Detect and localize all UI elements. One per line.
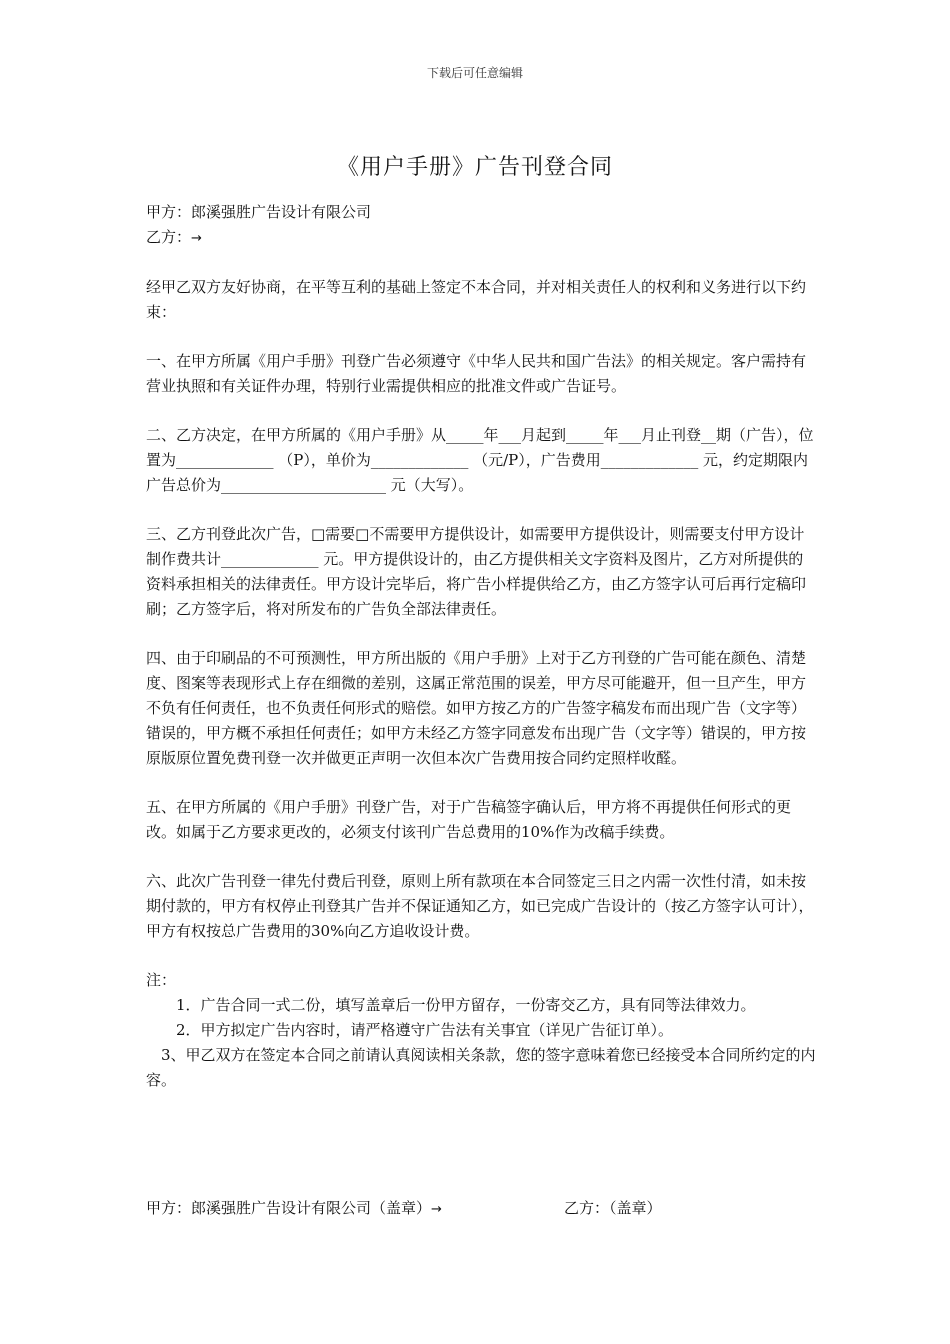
party-a-signature — [146, 1199, 442, 1217]
clause-1: 一、在甲方所属《用户手册》刊登广告必须遵守《中华人民共和国广告法》的相关规定。客户需持有营业执照和有关证件办理，特别行业需提供相应的批准文件或广告证号。 — [146, 352, 807, 395]
note-item-1: 1．广告合同一式二份，填写盖章后一份甲方留存，一份寄交乙方，具有同等法律效力。 — [176, 996, 756, 1014]
party-a-signature-label: 甲方：郎溪强胜广告设计有限公司（盖章） — [146, 1199, 432, 1217]
party-b-label: 乙方： — [146, 228, 192, 246]
intro-paragraph: 经甲乙双方友好协商，在平等互利的基础上签定不本合同，并对相关责任人的权利和义务进行以下约束： — [146, 278, 807, 321]
clause-6: 六、此次广告刊登一律先付费后刊登，原则上所有款项在本合同签定三日之内需一次性付清，如未按期付款的，甲方有权停止刊登其广告并不保证通知乙方，如已完成广告设计的（按乙方签字认可计），甲方有权按总广告费用的30%向乙方追收设计费。 — [146, 872, 814, 940]
note-item-3: 3、甲乙双方在签定本合同之前请认真阅读相关条款，您的签字意味着您已经接受本合同所约定的内容。 — [146, 1046, 816, 1089]
party-a-line: 甲方：郎溪强胜广告设计有限公司 — [146, 203, 372, 221]
clause-4: 四、由于印刷品的不可预测性，甲方所出版的《用户手册》上对于乙方刊登的广告可能在颜色、清楚度、图案等表现形式上存在细微的差别，这属正常范围的误差，甲方尽可能避开，但一旦产生，甲方不负有任何责任，也不负责任何形式的赔偿。如甲方按乙方的广告签字稿发布而出现广告（文字等）错误的，甲方概不承担任何责任；如甲方未经乙方签字同意发布出现广告（文字等）错误的，甲方按原版原位置免费刊登一次并做更正声明一次但本次广告费用按合同约定照样收醛。 — [146, 649, 807, 767]
clause-5: 五、在甲方所属的《用户手册》刊登广告，对于广告稿签字确认后，甲方将不再提供任何形式的更改。如属于乙方要求更改的，必须支付该刊广告总费用的10%作为改稿手续费。 — [146, 798, 792, 841]
contract-body — [146, 200, 816, 1093]
download-note: 下载后可任意编辑 — [426, 66, 523, 80]
clause-3: 三、乙方刊登此次广告，□需要□不需要甲方提供设计，如需要甲方提供设计，则需要支付甲方设计制作费共计_____________ 元。甲方提供设计的，由乙方提供相关文字资料及图片，乙方对所提供的资料承担相关的法律责任。甲方设计完毕后，将广告小样提供给乙方，由乙方签字认可后再行定稿印刷；乙方签字后，将对所发布的广告负全部法律责任。 — [146, 525, 807, 618]
note-item-2: 2．甲方拟定广告内容时，请严格遵守广告法有关事宜（详见广告征订单）。 — [176, 1021, 674, 1039]
party-b-line — [146, 225, 816, 251]
notes-label: 注： — [146, 971, 177, 989]
contract-title: 《用户手册》广告刊登合同 — [336, 155, 613, 180]
arrow-icon: → — [191, 231, 202, 246]
party-b-signature: 乙方：（盖章） — [564, 1199, 662, 1217]
signature-row — [146, 1196, 816, 1222]
clause-2: 二、乙方决定，在甲方所属的《用户手册》从_____年___月起到_____年___月止刊登__期（广告），位置为_____________ （P），单价为_____________ （元/P），广告费用_____________ 元，约定期限内广告总价为______________________ 元（大写）。 — [146, 426, 814, 494]
arrow-icon: → — [431, 1202, 442, 1217]
